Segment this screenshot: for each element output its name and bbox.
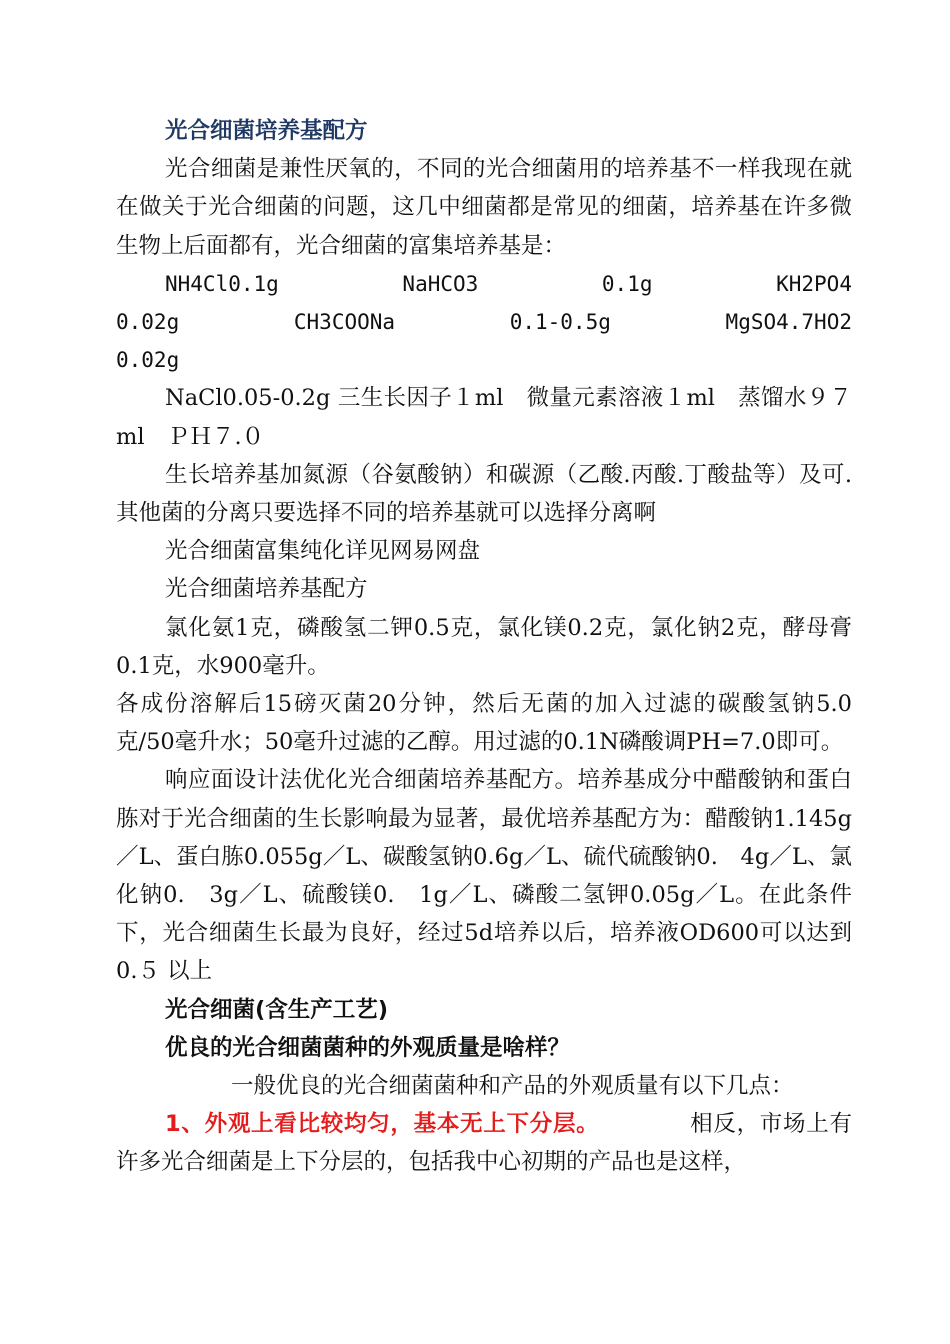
document-page [116, 112, 852, 1182]
recipe-item: MgSO4.7HO2 [725, 310, 852, 335]
paragraph-recipe-cont: NaCl0.05-0.2g 三生长因子１ml 微量元素溶液１ml 蒸馏水９７ml ＰＨ７.０ [116, 385, 852, 450]
point-1-text: 相反，市场上有许多光合细菌是上下分层的，包括我中心初期的产品也是这样， [116, 1111, 852, 1176]
recipe-row-1 [116, 265, 852, 303]
paragraph-growth-medium: 生长培养基加氮源（谷氨酸钠）和碳源（乙酸.丙酸.丁酸盐等）及可. 其他菌的分离只要选择不同的培养基就可以选择分离啊 [116, 461, 852, 527]
paragraph-point-1 [116, 1105, 852, 1181]
recipe-item: NH4Cl0.1g [165, 271, 279, 296]
paragraph-optimization: 响应面设计法优化光合细菌培养基配方。培养基成分中醋酸钠和蛋白胨对于光合细菌的生长影响最为显著，最优培养基配方为：醋酸钠1.145g／L、蛋白胨0.055g／L、碳酸氢钠0.6g／L、硫代硫酸钠0. 4g／L、氯化钠0. 3g／L、硫酸镁0. 1g／L、磷酸二氢钾0.05g／L。在此条件下，光合细菌生长最为良好，经过5d培养以后，培养液OD600可以达到0.５ 以上 [116, 767, 852, 985]
point-1-highlight: 1、外观上看比较均匀，基本无上下分层。 [165, 1111, 600, 1138]
recipe-item: CH3COONa [293, 310, 396, 335]
paragraph-intro: 光合细菌是兼性厌氧的，不同的光合细菌用的培养基不一样我现在就在做关于光合细菌的问题，这几中细菌都是常见的细菌，培养基在许多微生物上后面都有，光合细菌的富集培养基是： [116, 156, 852, 259]
recipe-row-3: 0.02g [116, 348, 180, 373]
paragraph-netdisk: 光合细菌富集纯化详见网易网盘 [165, 538, 481, 565]
paragraph-procedure: 各成份溶解后15磅灭菌20分钟，然后无菌的加入过滤的碳酸氢钠5.0克/50毫升水；50毫升过滤的乙醇。用过滤的0.1N磷酸调PH=7.0即可。 [116, 691, 852, 756]
doc-title: 光合细菌培养基配方 [165, 118, 368, 144]
recipe-item: 0.1g [601, 271, 653, 296]
paragraph-formula: 氯化氨1克，磷酸氢二钾0.5克，氯化镁0.2克，氯化钠2克，酵母膏0.1克，水900毫升。 [116, 614, 852, 679]
recipe-item: 0.02g [116, 310, 180, 335]
heading-quality: 优良的光合细菌菌种的外观质量是啥样？ [165, 1034, 571, 1061]
paragraph-quality-intro: 一般优良的光合细菌菌种和产品的外观质量有以下几点： [231, 1073, 794, 1100]
recipe-item: 0.1-0.5g [509, 310, 611, 335]
heading-production: 光合细菌(含生产工艺) [165, 996, 389, 1023]
recipe-row-2 [116, 303, 852, 341]
paragraph-subtitle: 光合细菌培养基配方 [165, 576, 368, 603]
recipe-item: KH2PO4 [776, 271, 852, 296]
recipe-item: NaHCO3 [402, 271, 479, 296]
